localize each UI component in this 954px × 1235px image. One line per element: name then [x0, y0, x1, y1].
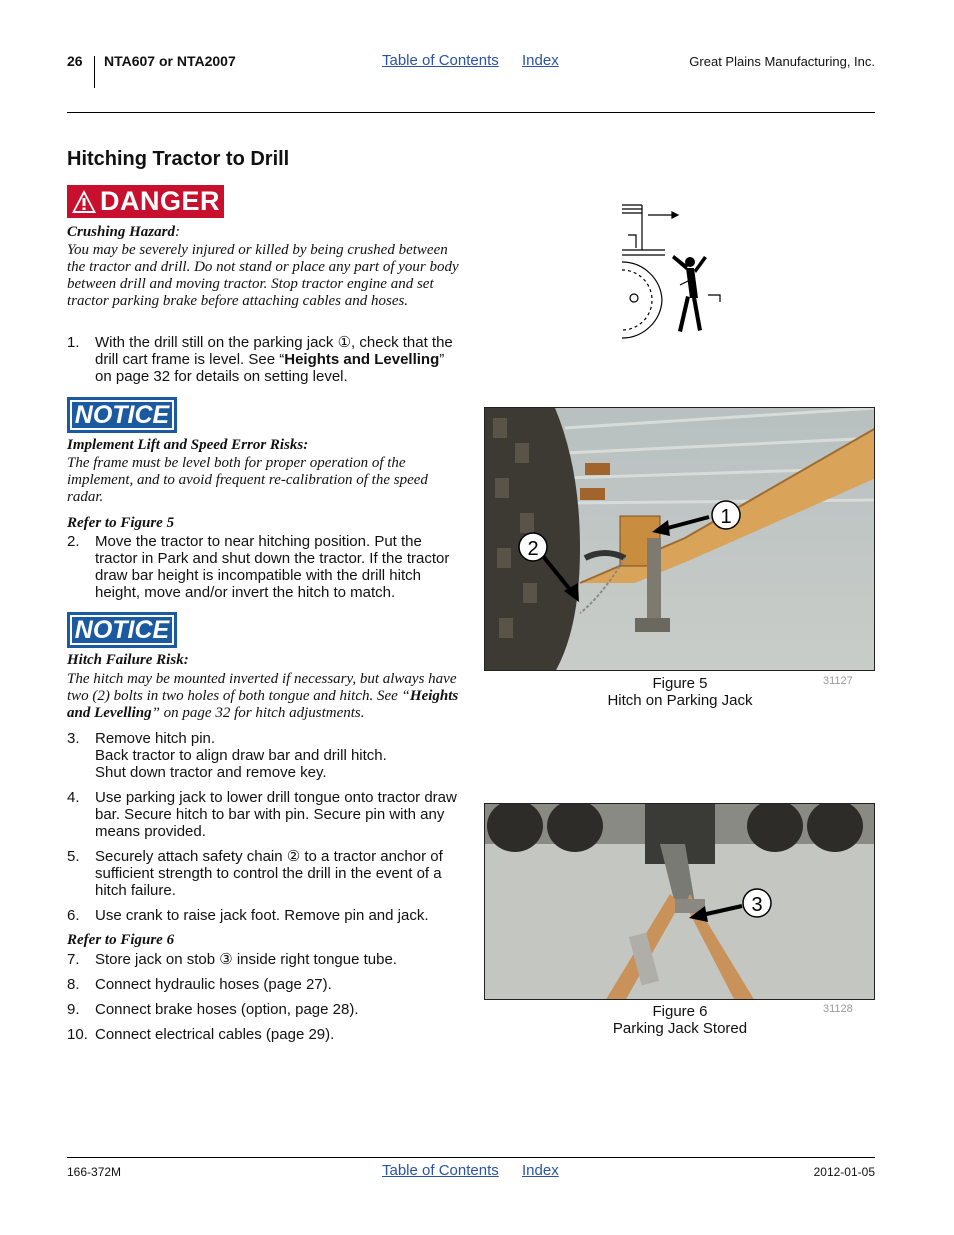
- step-5: 5. Securely attach safety chain ② to a tractor anchor of sufficient strength to control the drill in the event of a hitch failure.: [67, 848, 443, 899]
- step-2: 2. Move the tractor to near hitching position. Put the tractor in Park and shut down the tractor. If the tractor draw bar height is incompatible with the drill hitch height, move and/or invert the hitch to match.: [67, 533, 450, 601]
- step-9: 9. Connect brake hoses (option, page 28).: [67, 1001, 359, 1018]
- refer-figure-5: Refer to Figure 5: [67, 515, 175, 531]
- section-title: Hitching Tractor to Drill: [67, 148, 290, 170]
- footer-toc-link[interactable]: Table of Contents: [382, 1162, 499, 1179]
- crushing-hazard-illustration: [620, 200, 730, 340]
- page-number: 26: [67, 53, 83, 69]
- footer-rule: [67, 1157, 875, 1158]
- callout-arrow-3: [702, 906, 742, 915]
- callout-arrowhead-1: [652, 520, 670, 536]
- publish-date: 2012-01-05: [813, 1165, 875, 1179]
- refer-figure-6: Refer to Figure 6: [67, 932, 175, 948]
- figure-6-photo-id: 31128: [823, 1003, 853, 1015]
- notice2-body: The hitch may be mounted inverted if necessary, but always have two (2) bolts in two holes of both tongue and hitch. See “Heights and Levelling” on page 32 for hitch adjustments.: [67, 671, 459, 721]
- notice-label: NOTICE: [67, 612, 177, 648]
- header-divider: [94, 56, 95, 88]
- callout-arrowhead-3: [689, 906, 708, 922]
- danger-body: You may be severely injured or killed by being crushed between the tractor and drill. Do not stand or place any part of your body between drill and moving tractor. Stop tractor engine and set tractor parking brake before attaching cables and hoses.: [67, 242, 459, 309]
- step-8: 8. Connect hydraulic hoses (page 27).: [67, 976, 332, 993]
- step-6: 6. Use crank to raise jack foot. Remove pin and jack.: [67, 907, 429, 924]
- figure-5-photo-id: 31127: [823, 675, 853, 687]
- header-toc-link[interactable]: Table of Contents: [382, 52, 499, 69]
- company-name: Great Plains Manufacturing, Inc.: [689, 54, 875, 69]
- model-name: NTA607 or NTA2007: [104, 53, 236, 69]
- danger-label: [67, 185, 224, 218]
- step-10: 10. Connect electrical cables (page 29).: [67, 1026, 335, 1043]
- warning-triangle-icon: [71, 189, 97, 215]
- notice1-body: The frame must be level both for proper operation of the implement, and to avoid frequent re-calibration of the speed radar.: [67, 455, 428, 505]
- callout-number-2: 2: [527, 538, 539, 560]
- figure-5-label: Figure 5: [652, 675, 708, 692]
- step-7: 7. Store jack on stob ③ inside right tongue tube.: [67, 951, 397, 968]
- figure-5-caption: Hitch on Parking Jack: [607, 692, 753, 709]
- notice2-title: Hitch Failure Risk:: [67, 652, 189, 668]
- callout-number-1: 1: [720, 506, 732, 528]
- header-index-link[interactable]: Index: [522, 52, 559, 69]
- footer-index-link[interactable]: Index: [522, 1162, 559, 1179]
- callout-arrow-2: [542, 555, 572, 592]
- figure-6-label: Figure 6: [652, 1003, 708, 1020]
- header-rule: [67, 112, 875, 113]
- callout-number-3: 3: [751, 894, 763, 916]
- notice1-title: Implement Lift and Speed Error Risks:: [67, 437, 309, 453]
- step-4: 4. Use parking jack to lower drill tongue onto tractor draw bar. Secure hitch to bar with pin. Secure pin with any means provided.: [67, 789, 457, 840]
- danger-word: DANGER: [100, 186, 221, 216]
- danger-title: Crushing Hazard:: [67, 224, 180, 240]
- figure-6-caption: Parking Jack Stored: [612, 1020, 748, 1037]
- doc-number: 166-372M: [67, 1165, 122, 1179]
- step-1: 1. With the drill still on the parking jack ①, check that the drill cart frame is level. See “Heights and Levelling” on page 32 for details on setting level.: [67, 334, 453, 385]
- callout-arrow-1: [664, 517, 709, 529]
- step-3: 3. Remove hitch pin. Back tractor to align draw bar and drill hitch. Shut down tractor and remove key.: [67, 730, 387, 781]
- notice-label: NOTICE: [67, 397, 177, 433]
